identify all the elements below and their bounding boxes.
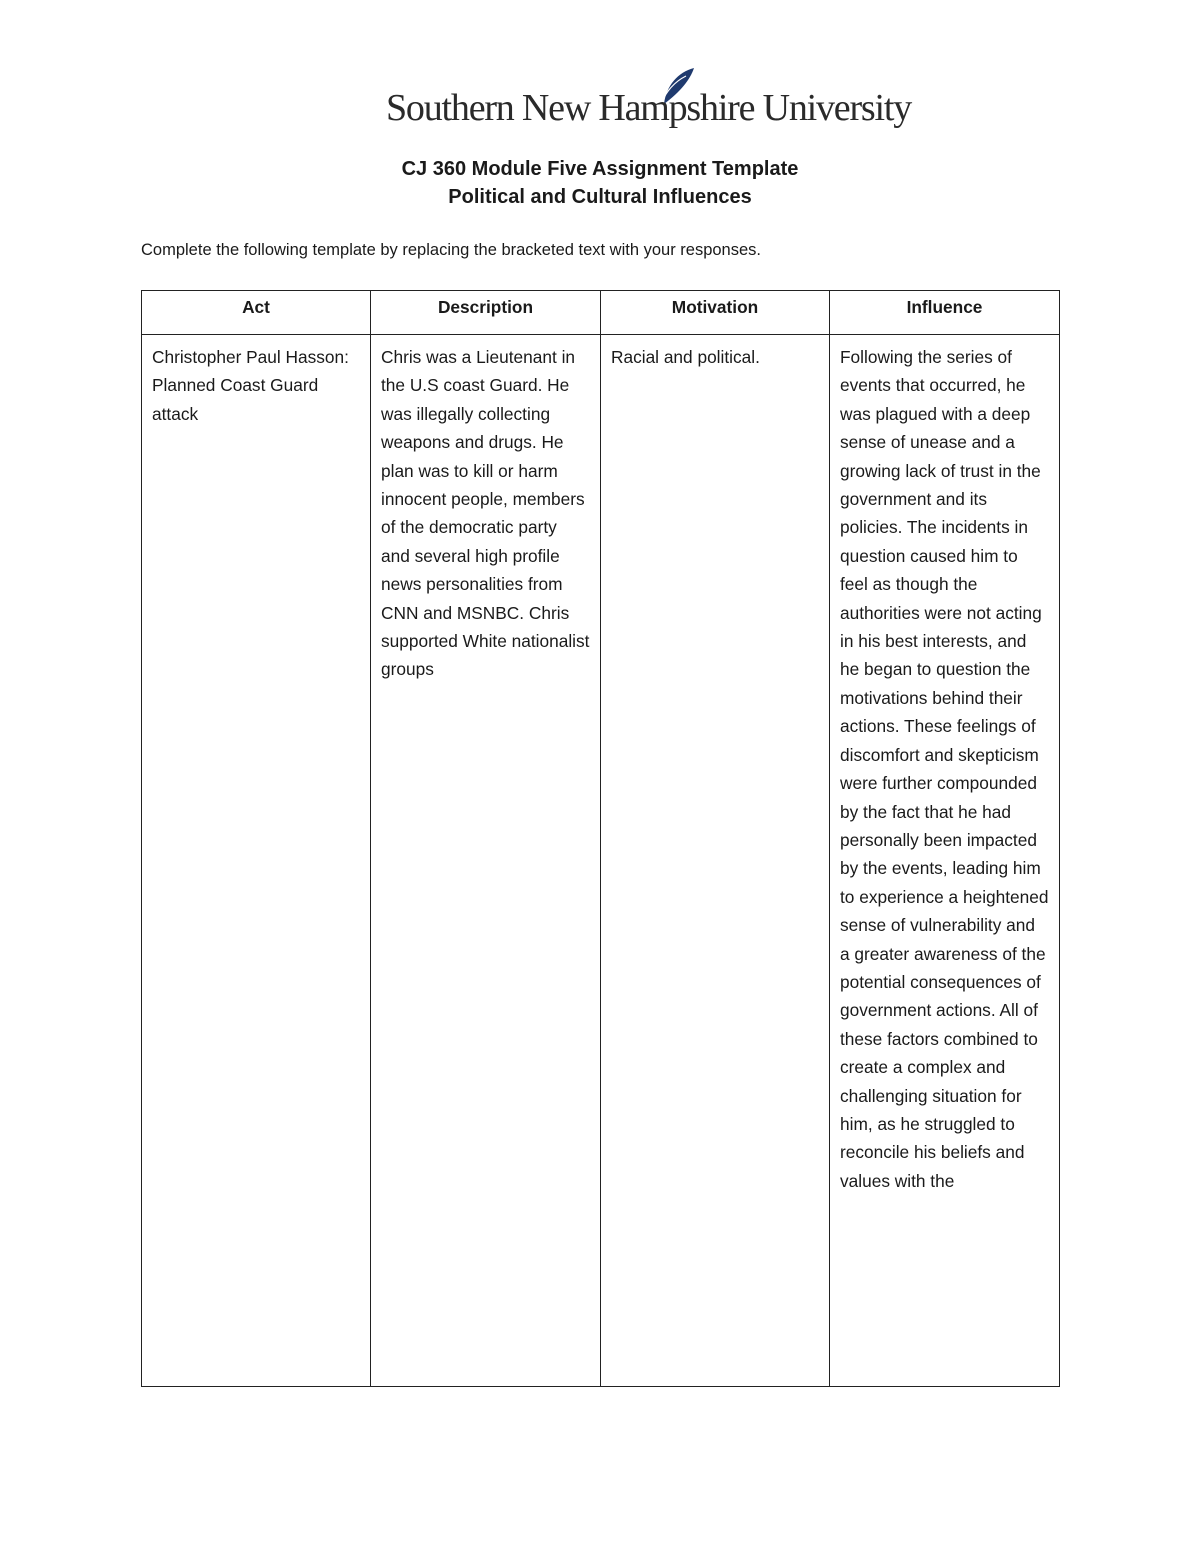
act-text: Christopher Paul Hasson: Planned Coast Guard attack [152,347,349,424]
table-header-row [142,291,1060,335]
header-influence: Influence [830,291,1060,335]
cell-influence [830,335,1060,1387]
cell-motivation [601,335,830,1387]
header-motivation: Motivation [601,291,830,335]
cell-description [371,335,601,1387]
university-logo [386,66,912,138]
document-subtitle: Political and Cultural Influences [448,186,752,208]
motivation-text: Racial and political. [611,347,760,367]
university-name: Southern New Hampshire University [386,87,912,129]
influence-text: Following the series of events that occurred, he was plagued with a deep sense of unease and a growing lack of trust in the government and its policies. The incidents in question caused him to feel as though the authorities were not acting in his best interests, and he began to question the motivations behind their actions. These feelings of discomfort and skepticism were further compounded by the fact that he had personally been impacted by the events, leading him to experience a heightened sense of vulnerability and a greater awareness of the potential consequences of government actions. All of these factors combined to create a complex and challenging situation for him, as he struggled to reconcile his beliefs and values with the [840,347,1049,1191]
description-text: Chris was a Lieutenant in the U.S coast Guard. He was illegally collecting weapons and drugs. He plan was to kill or harm innocent people, members of the democratic party and several high profile news personalities from CNN and MSNBC. Chris supported White nationalist groups [381,347,590,680]
header-act: Act [142,291,371,335]
assignment-table [141,290,1060,1387]
header-description: Description [371,291,601,335]
document-title: CJ 360 Module Five Assignment Template [401,158,799,180]
table-row [142,335,1060,1387]
instructions-text: Complete the following template by replacing the bracketed text with your responses. [141,241,761,259]
cell-act [142,335,371,1387]
